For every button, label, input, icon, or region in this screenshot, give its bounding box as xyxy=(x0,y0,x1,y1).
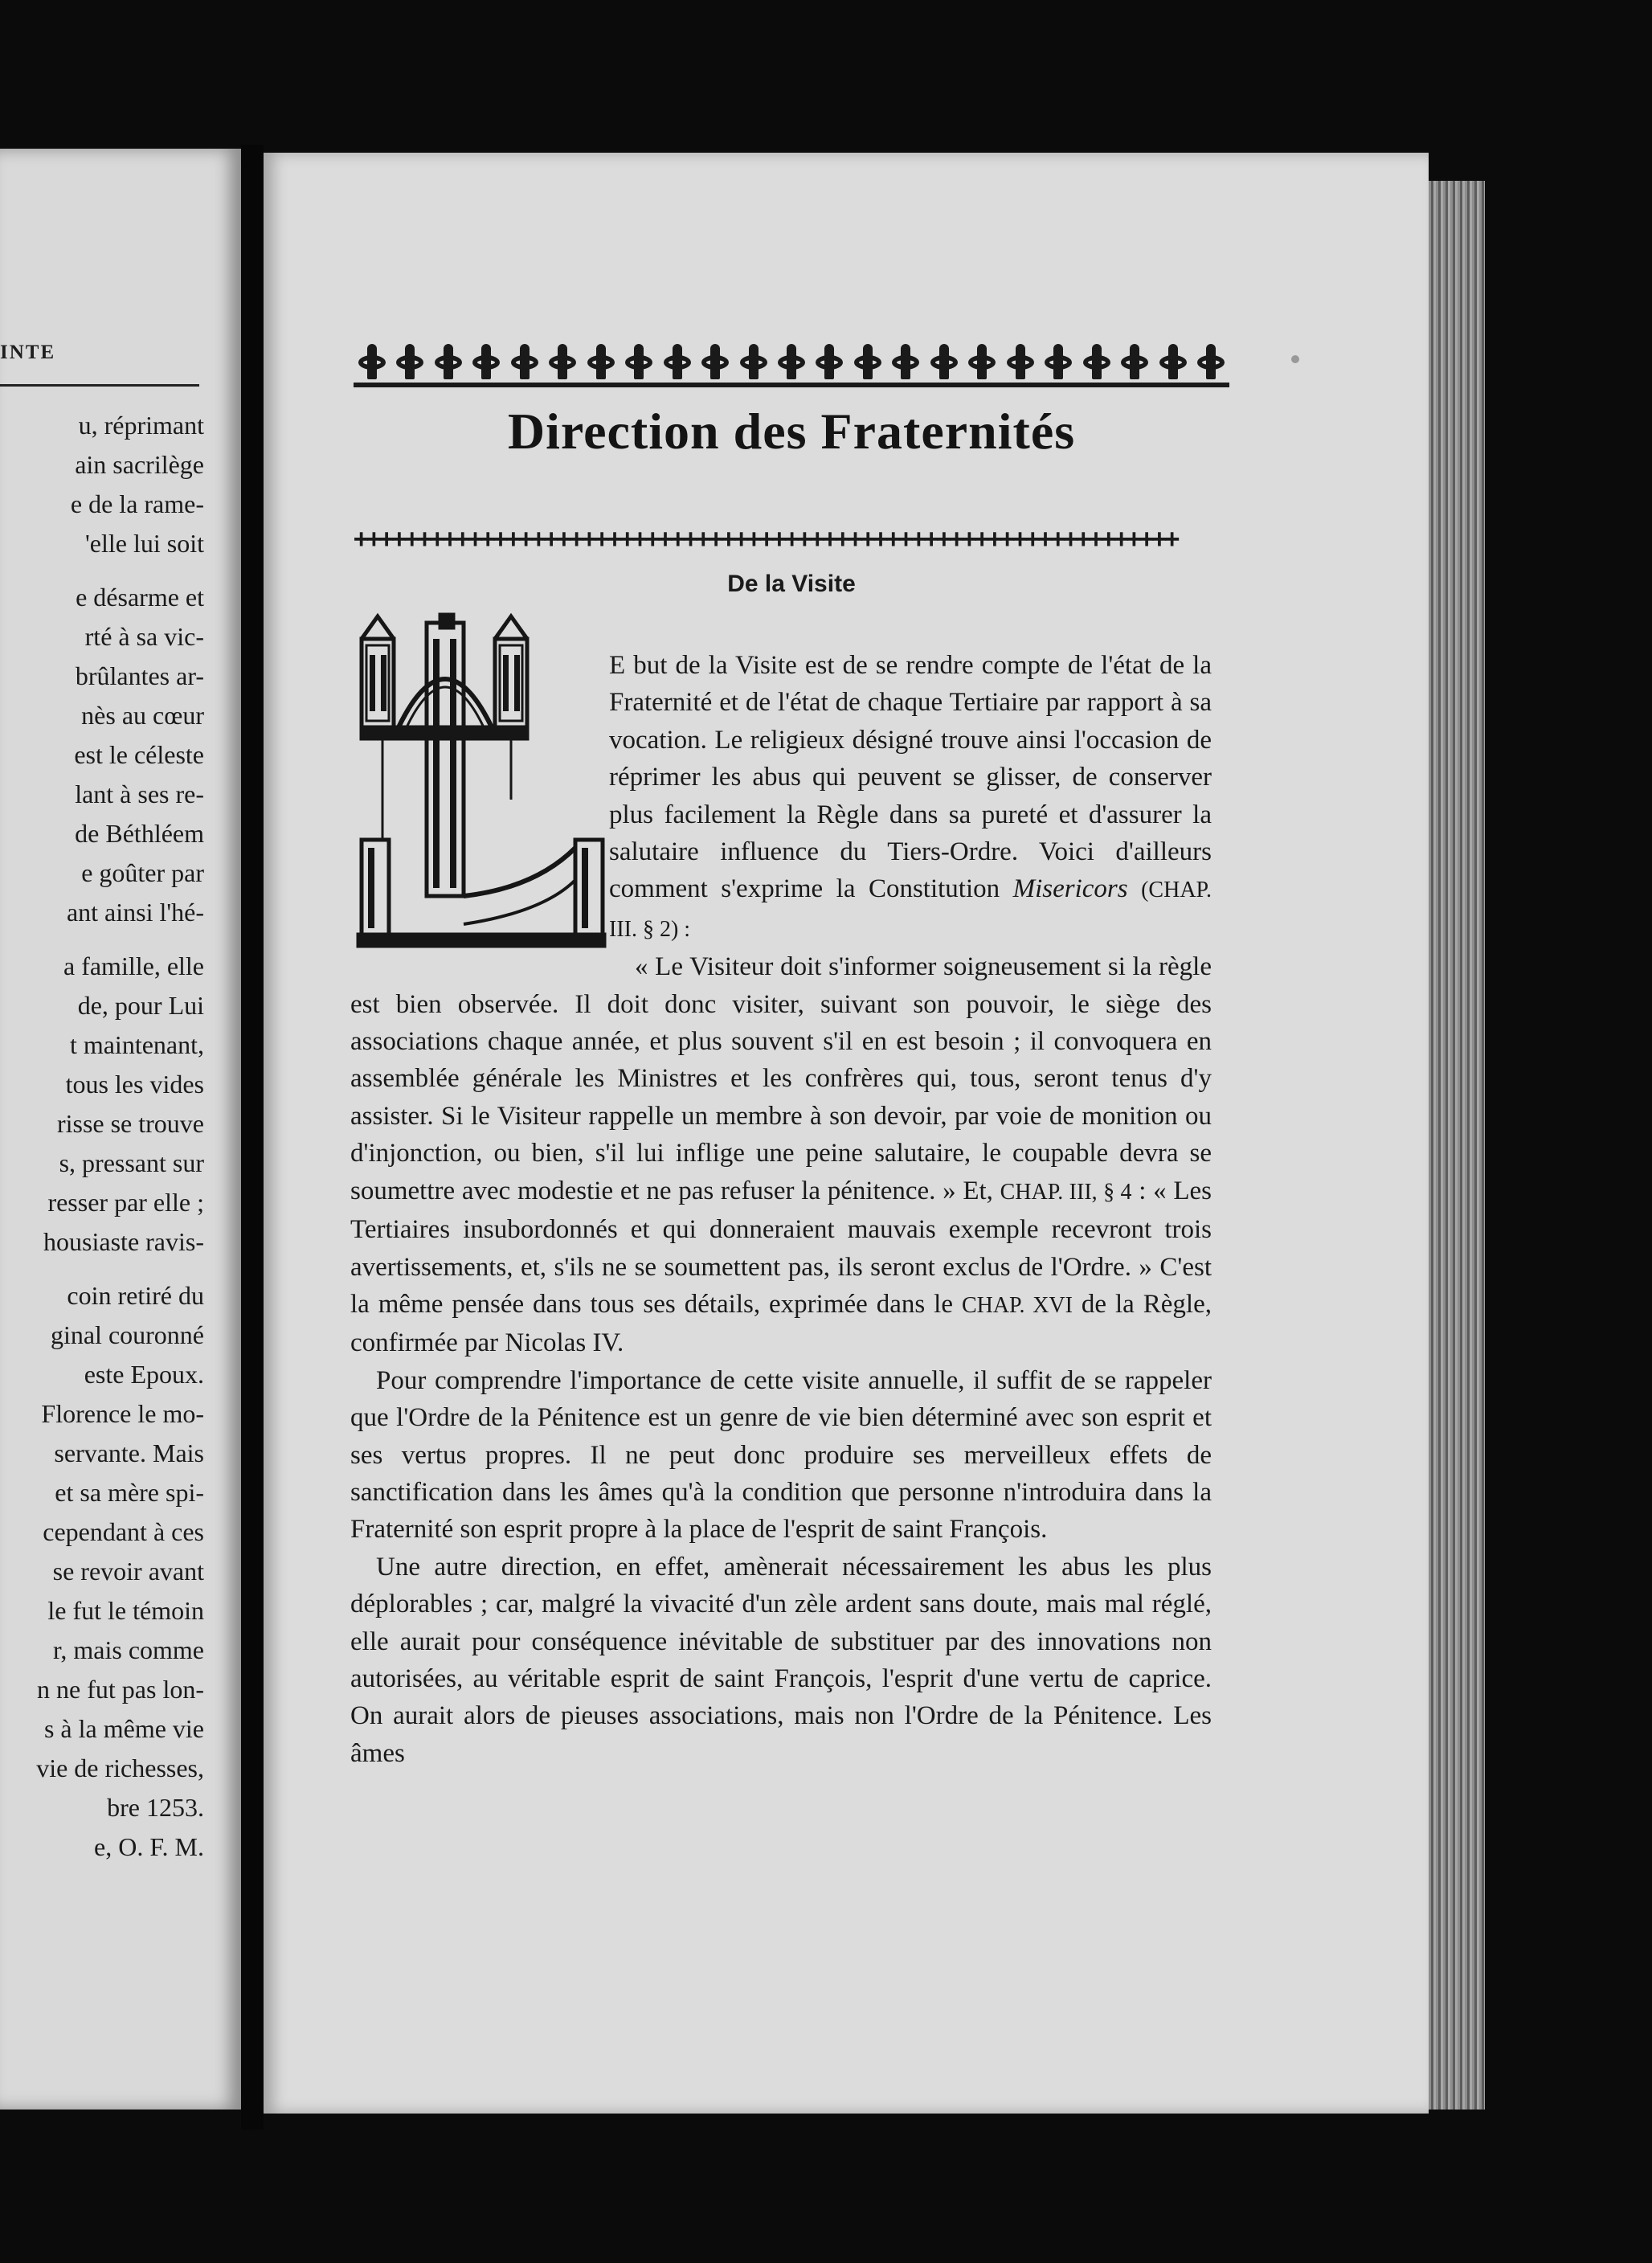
left-text-line: ginal couronné xyxy=(50,1320,204,1349)
left-text-line: 'elle lui soit xyxy=(85,529,204,558)
fleuron-ornament-icon xyxy=(624,342,654,383)
left-text-line: bre 1253. xyxy=(107,1793,204,1822)
left-text-line: ain sacrilège xyxy=(75,450,204,479)
left-running-header: INTE xyxy=(0,342,56,363)
fleuron-ornament-icon xyxy=(547,342,578,383)
left-text-line: et sa mère spi- xyxy=(55,1478,204,1507)
fleuron-ornament-icon xyxy=(1158,342,1188,383)
fleuron-ornament-icon xyxy=(1043,342,1073,383)
fleuron-ornament-icon xyxy=(509,342,540,383)
left-text-line: servante. Mais xyxy=(54,1438,204,1467)
left-page xyxy=(0,149,241,2110)
paragraph-1-text: E but de la Visite est de se rendre compte de l'état de la Fraternité et de l'état de chaque Tertiaire par rapport à sa vocation. Le religieux désigné trouve ainsi l'occasion de réprimer les abus qui peuvent se glisser, de conserver plus facilement la Règle dans sa pureté et d'assurer la salutaire influence du Tiers-Ordre. Voici d'ailleurs comment s'exprime la Constitution xyxy=(609,651,1212,904)
section-subtitle: De la Visite xyxy=(727,571,856,597)
fleuron-ornament-icon xyxy=(929,342,959,383)
left-text-line: resser par elle ; xyxy=(47,1188,204,1217)
constitution-name: Misericors xyxy=(1012,874,1128,904)
fleuron-ornament-icon xyxy=(395,342,425,383)
left-text-line: Florence le mo- xyxy=(41,1399,204,1428)
paragraph-4: Une autre direction, en effet, amènerait nécessairement les abus les plus déplorables ; car, malgré la vivacité d'un zèle ardent sans doute, mais mal réglé, elle aurait pour conséquence inévitable de substituer par des innovations non autorisées, au véritable esprit de saint François, l'esprit d'une vertu de caprice. On aurait alors de pieuses associations, mais non l'Ordre de la Pénitence. Les âmes xyxy=(350,1552,1212,1768)
left-text-line: risse se trouve xyxy=(56,1109,204,1138)
paragraph-3: Pour comprendre l'importance de cette visite annuelle, il suffit de se rappeler que l'Ordre de la Pénitence est un genre de vie bien déterminé avec son esprit et ses vertus propres. Il ne peut donc produire ses merveilleux effets de sanctification dans les âmes qu'à la condition que personne n'introduira dans la Fraternité son esprit propre à la place de l'esprit de saint François. xyxy=(350,1365,1212,1545)
fleuron-ornament-icon xyxy=(738,342,769,383)
book-gutter xyxy=(241,145,264,2130)
left-text-line: coin retiré du xyxy=(67,1281,204,1310)
paragraph-2: « Le Visiteur doit s'informer soigneusement si la règle est bien observée. Il doit donc visiter, suivant son pouvoir, le siège des associations chaque année, et plus souvent s'il en est besoin ; il convoquera en assemblée générale les Ministres et les confrères qui, tous, seront tenus d'y assister. Si le Visiteur rappelle un membre à son devoir, par voie de monition ou d'injonction, ou bien, s'il lui inflige une peine salutaire, le coupable devra se soumettre avec modestie et ne pas refuser la pénitence. » Et, CHAP. III, § 4 : « Les Tertiaires insubordonnés et qui donneraient mauvais exemple recevront trois avertissements, et, s'ils ne se soumettent pas, ils seront exclus de l'Ordre. » C'est la même pensée dans tous ses détails, exprimée dans le CHAP. XVI de la Règle, confirmée par Nicolas IV. xyxy=(350,952,1212,1358)
left-text-line: tous les vides xyxy=(65,1070,204,1099)
fleuron-ornament-icon xyxy=(471,342,501,383)
left-text-line: este Epoux. xyxy=(84,1360,204,1389)
left-text-line: se revoir avant xyxy=(52,1557,204,1586)
left-text-line: e, O. F. M. xyxy=(94,1832,204,1861)
left-text-line: e de la rame- xyxy=(70,489,204,518)
left-text-line: r, mais comme xyxy=(53,1635,204,1664)
fleuron-ornament-icon xyxy=(1196,342,1226,383)
left-page-text xyxy=(0,406,204,1867)
fleuron-ornament-icon xyxy=(662,342,693,383)
chapter-reference: CHAP. III, § 4 xyxy=(1000,1179,1132,1205)
left-text-line: de, pour Lui xyxy=(77,991,204,1020)
left-text-line: de Béthléem xyxy=(75,819,204,848)
print-speck xyxy=(1291,355,1299,363)
left-text-line: e goûter par xyxy=(81,858,204,887)
fleuron-ornament-icon xyxy=(1005,342,1036,383)
left-text-line: lant à ses re- xyxy=(75,780,204,808)
left-paragraph-gap xyxy=(0,1262,204,1276)
fleuron-ornament-icon xyxy=(1119,342,1150,383)
chapter-reference: CHAP. XVI xyxy=(961,1292,1073,1318)
fleuron-ornament-icon xyxy=(1082,342,1112,383)
left-text-line: u, réprimant xyxy=(78,411,204,440)
fleuron-ornament-icon xyxy=(433,342,464,383)
left-text-line: brûlantes ar- xyxy=(75,661,204,690)
left-text-line: le fut le témoin xyxy=(47,1596,204,1625)
left-text-line: s à la même vie xyxy=(43,1714,204,1743)
left-paragraph-gap xyxy=(0,563,204,578)
paragraph-1 xyxy=(350,647,1212,948)
page-title: Direction des Fraternités xyxy=(507,403,1076,460)
header-ornament-band xyxy=(354,338,1229,387)
left-text-line: a famille, elle xyxy=(63,951,204,980)
left-text-line: vie de richesses, xyxy=(36,1754,204,1782)
left-text-line: e désarme et xyxy=(76,583,204,612)
fleuron-ornament-icon xyxy=(890,342,921,383)
fleuron-ornament-icon xyxy=(776,342,807,383)
left-text-line: n ne fut pas lon- xyxy=(37,1675,204,1704)
left-text-line: s, pressant sur xyxy=(59,1148,204,1177)
left-text-line: est le céleste xyxy=(74,740,204,769)
left-text-line: cependant à ces xyxy=(43,1517,204,1546)
fleuron-ornament-icon xyxy=(967,342,997,383)
left-text-line: nès au cœur xyxy=(81,701,204,730)
left-header-rule xyxy=(0,384,199,387)
ornamental-plus-rule: +++++++++++++++++++++++++++++++++++++++++++++++++++++++++++++++++ xyxy=(354,523,1177,554)
article-body xyxy=(350,647,1212,1772)
left-paragraph-gap xyxy=(0,932,204,947)
fleuron-ornament-icon xyxy=(814,342,844,383)
fleuron-ornament-icon xyxy=(586,342,616,383)
left-text-line: rté à sa vic- xyxy=(84,622,204,651)
left-text-line: t maintenant, xyxy=(69,1030,204,1059)
drop-cap-space xyxy=(350,642,609,973)
chapter-reference: (CHAP. III. § 2) : xyxy=(609,878,1212,942)
fleuron-ornament-icon xyxy=(700,342,730,383)
fleuron-ornament-icon xyxy=(357,342,387,383)
fleuron-ornament-icon xyxy=(853,342,883,383)
left-text-line: housiaste ravis- xyxy=(43,1227,204,1256)
left-text-line: ant ainsi l'hé- xyxy=(66,898,204,927)
page-edges xyxy=(1429,181,1485,2110)
